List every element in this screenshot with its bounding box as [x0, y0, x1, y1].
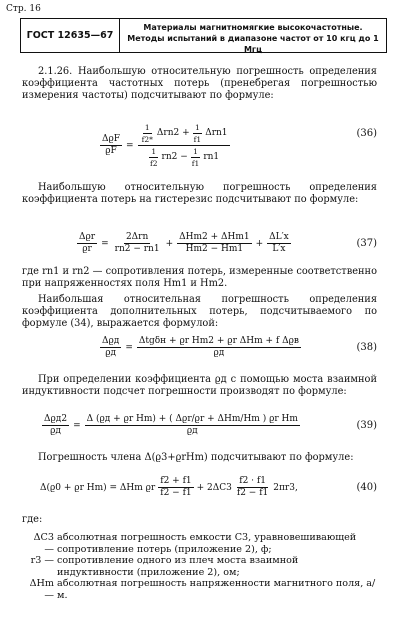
eq37-c-den: L′x	[272, 244, 286, 254]
eq40-f1-num: f2 + f1	[160, 476, 192, 486]
eq36-d-den: f1	[191, 159, 200, 168]
definition-term: ΔHm —	[29, 578, 54, 601]
paragraph-where-r: где rn1 и rn2 — сопротивления потерь, измеренные соответственно при напряженностях поля Hm1 и Hm2.	[22, 266, 377, 289]
eq39-number: (39)	[356, 420, 377, 431]
eq36-d-num: 1	[193, 147, 198, 156]
eq40-mid: + 2ΔC3	[196, 482, 232, 493]
eq40-lhs: Δ(ϱ0 + ϱr Hm) = ΔHm ϱr	[40, 482, 156, 493]
paragraph-term-error: Погрешность члена Δ(ϱ3+ϱrHm) подсчитывают по формуле:	[38, 452, 354, 463]
eq36-c-num: 1	[151, 147, 157, 156]
eq40-f1-den: f2 − f1	[160, 488, 192, 498]
standard-header	[20, 18, 387, 53]
definition-text: абсолютная погрешность напряженности магнитного поля, а/м.	[57, 578, 376, 601]
page-number: Стр. 16	[6, 4, 41, 14]
eq37-b-den: Hm2 − Hm1	[185, 244, 244, 254]
eq39-rhs-den: ϱд	[186, 426, 198, 436]
definition-item	[22, 532, 377, 555]
eq36-d-tail: rn1	[203, 152, 220, 162]
eq40-tail: 2πr3,	[273, 482, 298, 493]
eq36-number: (36)	[356, 128, 377, 139]
eq37-lhs-den: ϱr	[82, 244, 92, 254]
eq36-c-tail: rn2 −	[161, 152, 188, 162]
eq38-lhs-den: ϱд	[105, 348, 117, 358]
eq37-a-num: 2Δrn	[125, 232, 149, 242]
definition-item	[22, 578, 377, 601]
eq40-number: (40)	[356, 482, 377, 493]
definition-item	[22, 555, 377, 578]
eq36-c-den: f2	[149, 159, 158, 168]
eq36-b-tail: Δrn1	[205, 128, 228, 138]
definition-text: абсолютная погрешность емкости C3, уравновешивающей сопротивление потерь (приложение 2), ф;	[57, 532, 357, 555]
eq36-a-den: f2*	[141, 135, 153, 144]
eq38-rhs-den: ϱд	[213, 348, 225, 358]
paragraph-2-1-26: 2.1.26. Наибольшую относительную погрешность определения коэффициента частотных потерь (пренебрегая погрешностью измерения частоты) подсчитывают по формуле:	[22, 66, 377, 101]
eq39-rhs-num: Δ (ϱд + ϱr Hm) + ( Δϱr/ϱr + ΔHm/Hm ) ϱr Hm	[86, 414, 298, 424]
eq38-number: (38)	[356, 342, 377, 353]
where-label: где:	[22, 514, 43, 525]
eq38-lhs-num: Δϱд	[102, 336, 120, 346]
eq37-b-num: ΔHm2 + ΔHm1	[179, 232, 250, 242]
equation-38: $\frac{\text{Δϱд}}{ϱд}$ = $\frac{\text{Δtgδн + ϱr Hm2 + ϱr ΔHm + f Δϱв}}{ϱд}$ (38)	[102, 336, 377, 358]
standard-title: Материалы магнитномягкие высокочастотные. Методы испытаний в диапазоне частот от 10 кгц до 1 Мгц	[127, 23, 379, 54]
eq36-lhs-num: ΔϱF	[102, 134, 121, 144]
definition-term: ΔC3 —	[33, 532, 54, 555]
eq37-a-den: rn2 − rn1	[114, 244, 160, 254]
standard-code: ГОСТ 12635—67	[21, 19, 120, 52]
eq37-number: (37)	[356, 238, 377, 249]
paragraph-hysteresis: Наибольшую относительную погрешность определения коэффициента потерь на гистерезис подсчитывают по формуле:	[22, 182, 377, 205]
eq39-lhs-num: Δϱд2	[44, 414, 68, 424]
equation-39: $\frac{\text{Δϱд2}}{ϱд}$ = $\frac{\text{Δ (ϱд + ϱr Hm) + ( Δϱr/ϱr + ΔHm/Hm ) ϱr Hm}}{ϱд}$ (39)	[44, 414, 377, 436]
eq40-f2-den: f2 − f1	[236, 488, 269, 498]
definitions-list	[22, 532, 377, 601]
eq38-rhs-num: Δtgδн + ϱr Hm2 + ϱr ΔHm + f Δϱв	[138, 336, 299, 346]
paragraph-additional: Наибольшая относительная погрешность определения коэффициента дополнительных потерь, подсчитываемого по формуле (34), выражается формулой:	[22, 294, 377, 329]
eq36-a-num: 1	[144, 123, 150, 132]
eq37-c-num: ΔL′x	[269, 232, 289, 242]
eq39-lhs-den: ϱд	[50, 426, 61, 436]
paragraph-mutual: При определении коэффициента ϱд с помощью моста взаимной индуктивности подсчет погрешности производят по формуле:	[22, 374, 377, 397]
equation-36: $\frac{\text{ΔϱF}}{ϱF}$ = $\frac{1}{f2*}$ Δrn2 + $\frac{1}{f1}$ Δrn1 $\frac{1}{f2}$ rn2 − $\frac{1}{f1}$ rn1 (36)	[102, 123, 377, 168]
eq37-lhs-num: Δϱr	[79, 232, 96, 242]
definition-term: r3 —	[30, 555, 54, 566]
eq36-a-tail: Δrn2 +	[156, 128, 190, 138]
eq40-f2-num: f2 · f1	[239, 476, 266, 486]
equation-37: $\frac{\text{Δϱr}}{ϱr}$ = $\frac{\text{2Δrn}}{rn2 - rn1}$ + $\frac{\text{ΔHm2 + ΔHm1}}{Hm2 - Hm1}$ + $\frac{\Delta L'x}{L'x}$ (37)	[79, 232, 377, 254]
equation-40	[22, 474, 377, 504]
eq36-lhs-den: ϱF	[105, 146, 117, 156]
eq36-b-num: 1	[195, 123, 200, 132]
definition-text: сопротивление одного из плеч моста взаимной индуктивности (приложение 2), ом;	[57, 555, 299, 578]
eq36-b-den: f1	[193, 135, 202, 144]
